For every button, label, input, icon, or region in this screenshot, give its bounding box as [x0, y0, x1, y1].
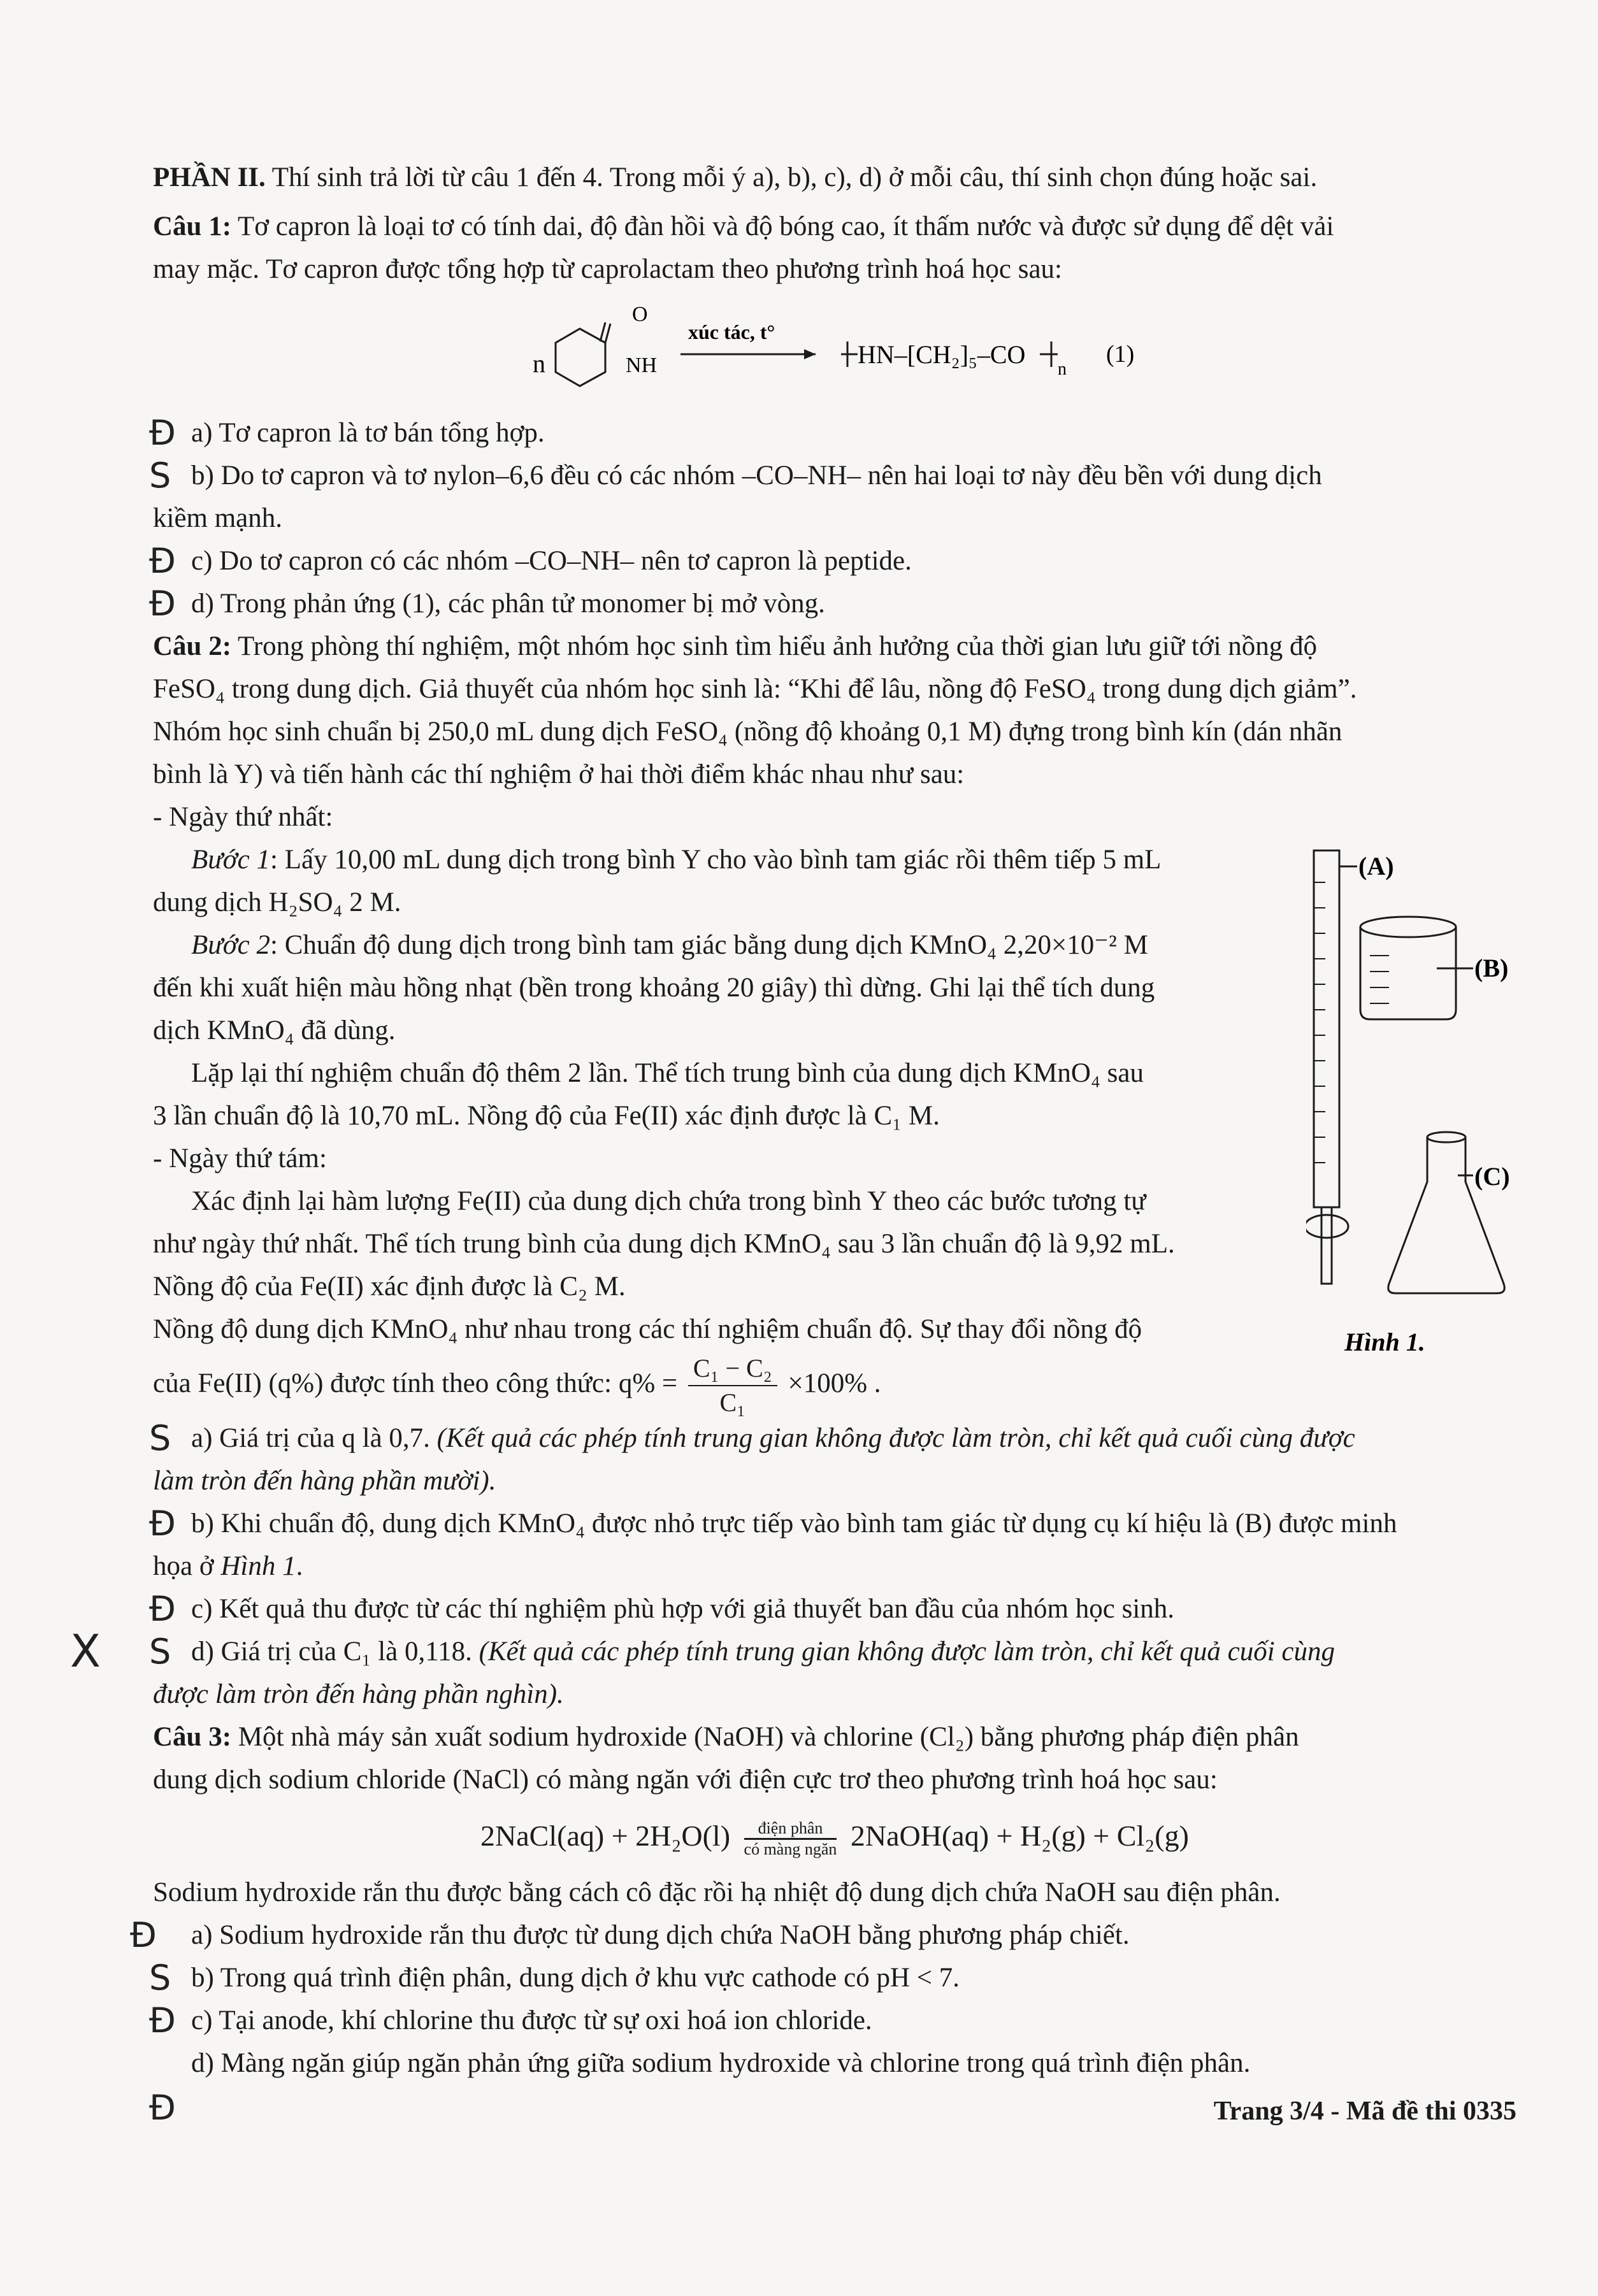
q1-option-c: Đ c) Do tơ capron có các nhóm –CO–NH– nên tơ capron là peptide.	[149, 541, 912, 581]
q1-option-b: S b) Do tơ capron và tơ nylon–6,6 đều có các nhóm –CO–NH– nên hai loại tơ này đều bền với dung dịch	[149, 456, 1322, 496]
q2-option-b-cont: họa ở Hình 1.	[153, 1551, 303, 1581]
q1-option-b-cont: kiềm mạnh.	[153, 503, 283, 533]
q2-stem-1: Câu 2: Trong phòng thí nghiệm, một nhóm học sinh tìm hiểu ảnh hưởng của thời gian lưu giữ tới nồng độ	[153, 631, 1318, 661]
polymer-repeat-unit: HN–[CH₂]₅–CO	[858, 340, 1026, 369]
part-heading: PHẦN II. Thí sinh trả lời từ câu 1 đến 4. Trong mỗi ý a), b), c), d) ở mỗi câu, thí sinh chọn đúng hoặc sai.	[153, 162, 1318, 192]
arrow-head	[804, 349, 816, 359]
titration-apparatus	[1306, 838, 1516, 1360]
q2-day8-cont: như ngày thứ nhất. Thể tích trung bình của dung dịch KMnO₄ sau 3 lần chuẩn độ là 9,92 mL.	[153, 1229, 1175, 1259]
label-c: (C)	[1474, 1162, 1510, 1191]
q2-step1: Bước 1: Lấy 10,00 mL dung dịch trong bình Y cho vào bình tam giác rồi thêm tiếp 5 mL	[191, 845, 1162, 875]
page-footer: Trang 3/4 - Mã đề thi 0335	[1213, 2097, 1516, 2126]
carbonyl-bond-2	[600, 322, 605, 341]
q2-option-a: S a) Giá trị của q là 0,7. (Kết quả các phép tính trung gian không được làm tròn, chỉ kết quả cuối cùng được	[149, 1418, 1355, 1458]
q2-day1: - Ngày thứ nhất:	[153, 802, 333, 832]
reaction-condition: xúc tác, t°	[688, 320, 775, 343]
q2-day8: - Ngày thứ tám:	[153, 1144, 327, 1173]
q1-reaction	[153, 291, 1516, 412]
q2-option-c: Đ c) Kết quả thu được từ các thí nghiệm phù hợp với giả thuyết ban đầu của nhóm học sinh.	[149, 1589, 1175, 1629]
q3-electrolysis-equation: 2NaCl(aq) + 2H₂O(l) điện phân có màng ngăn 2NaOH(aq) + H₂(g) + Cl₂(g)	[480, 1818, 1189, 1858]
q3-stem-2: dung dịch sodium chloride (NaCl) có màng ngăn với điện cực trơ theo phương trình hoá học sau:	[153, 1765, 1218, 1795]
electrolysis-arrow: điện phân có màng ngăn	[744, 1818, 837, 1858]
q2-repeat: Lặp lại thí nghiệm chuẩn độ thêm 2 lần. Thể tích trung bình của dung dịch KMnO₄ sau	[191, 1058, 1144, 1088]
q1-stem: Câu 1: Tơ capron là loại tơ có tính dai, độ đàn hồi và độ bóng cao, ít thấm nước và được sử dụng để dệt vải	[153, 212, 1334, 241]
q1-option-a: Đ a) Tơ capron là tơ bán tổng hợp.	[149, 413, 545, 453]
q3-stem-3: Sodium hydroxide rắn thu được bằng cách cô đặc rồi hạ nhiệt độ dung dịch chứa NaOH sau điện phân.	[153, 1877, 1281, 1907]
polymer-subscript: n	[1058, 359, 1067, 379]
q2-step2-cont2: dịch KMnO₄ đã dùng.	[153, 1015, 396, 1045]
q2-option-d: X S d) Giá trị của C₁ là 0,118. (Kết quả các phép tính trung gian không được làm tròn, chỉ kết quả cuối cùng	[70, 1625, 1335, 1677]
q2-option-a-cont: làm tròn đến hàng phần mười).	[153, 1466, 496, 1496]
burette-tip	[1321, 1207, 1332, 1284]
caprolactam-reaction-diagram	[153, 291, 1516, 412]
erlenmeyer-flask	[1388, 1137, 1505, 1293]
beaker-rim	[1360, 917, 1456, 937]
q2-repeat-cont: 3 lần chuẩn độ là 10,70 mL. Nồng độ của Fe(II) xác định được là C₁ M.	[153, 1101, 940, 1131]
q2-stem-3: Nhóm học sinh chuẩn bị 250,0 mL dung dịch FeSO₄ (nồng độ khoảng 0,1 M) đựng trong bình kín (dán nhãn	[153, 717, 1342, 747]
reaction-coefficient: n	[533, 349, 545, 378]
beaker-graduations	[1370, 956, 1389, 1003]
burette	[1314, 850, 1339, 1207]
q3-option-c: Đ c) Tại anode, khí chlorine thu được từ sự oxi hoá ion chloride.	[149, 2000, 872, 2041]
q2-concentration-note: Nồng độ dung dịch KMnO₄ như nhau trong các thí nghiệm chuẩn độ. Sự thay đổi nồng độ	[153, 1314, 1142, 1344]
label-b: (B)	[1474, 954, 1509, 982]
label-a: (A)	[1358, 852, 1394, 880]
oxygen-label: O	[632, 303, 648, 326]
q3-option-b: S b) Trong quá trình điện phân, dung dịch ở khu vực cathode có pH < 7.	[149, 1958, 960, 1998]
q-fraction: $\frac{\text{C₁ − C₂}}{\text{C₁}}$	[688, 1352, 777, 1419]
reaction-number: (1)	[1106, 341, 1135, 368]
q2-option-b: Đ b) Khi chuẩn độ, dung dịch KMnO₄ được nhỏ trực tiếp vào bình tam giác từ dụng cụ kí hiệu là (B) được minh	[149, 1503, 1397, 1544]
figure-caption: Hình 1.	[1344, 1328, 1425, 1356]
q3-option-d: Đ d) Màng ngăn giúp ngăn phản ứng giữa sodium hydroxide và chlorine trong quá trình điện phân.	[149, 2048, 1251, 2128]
q2-step1-cont: dung dịch H₂SO₄ 2 M.	[153, 887, 401, 917]
caprolactam-ring	[556, 329, 605, 386]
burette-graduations	[1314, 882, 1325, 1163]
q2-stem-2: FeSO₄ trong dung dịch. Giả thuyết của nhóm học sinh là: “Khi để lâu, nồng độ FeSO₄ trong dung dịch giảm”.	[153, 674, 1357, 704]
q2-formula: của Fe(II) (q%) được tính theo công thức: q% = $\frac{\text{C₁ − C₂}}{\text{C₁}}$ ×100% .	[153, 1351, 1516, 1417]
q2-procedure	[153, 796, 1287, 1351]
q1-option-d: Đ d) Trong phản ứng (1), các phân tử monomer bị mở vòng.	[149, 584, 825, 624]
q3-option-a: Đ a) Sodium hydroxide rắn thu được từ dung dịch chứa NaOH bằng phương pháp chiết.	[130, 1915, 1130, 1955]
carbonyl-bond	[605, 324, 610, 343]
q2-day8-text: Xác định lại hàm lượng Fe(II) của dung dịch chứa trong bình Y theo các bước tương tự	[191, 1186, 1146, 1216]
q2-option-d-cont: được làm tròn đến hàng phần nghìn).	[153, 1679, 564, 1709]
q2-day8-cont2: Nồng độ của Fe(II) xác định được là C₂ M.	[153, 1272, 626, 1302]
titration-figure	[1306, 838, 1516, 1360]
flask-mouth	[1427, 1132, 1465, 1142]
q2-stem-4: bình là Y) và tiến hành các thí nghiệm ở hai thời điểm khác nhau như sau:	[153, 759, 965, 789]
q2-step2-cont: đến khi xuất hiện màu hồng nhạt (bền trong khoảng 20 giây) thì dừng. Ghi lại thể tích dung	[153, 973, 1155, 1003]
beaker	[1360, 927, 1456, 1019]
q1-stem-2: may mặc. Tơ capron được tổng hợp từ caprolactam theo phương trình hoá học sau:	[153, 254, 1062, 284]
q3-stem-1: Câu 3: Một nhà máy sản xuất sodium hydroxide (NaOH) và chlorine (Cl₂) bằng phương pháp điện phân	[153, 1722, 1299, 1752]
q2-step2: Bước 2: Chuẩn độ dung dịch trong bình tam giác bằng dung dịch KMnO₄ 2,20×10⁻² M	[191, 930, 1148, 960]
nh-label: NH	[626, 354, 658, 377]
stopcock	[1306, 1215, 1348, 1238]
